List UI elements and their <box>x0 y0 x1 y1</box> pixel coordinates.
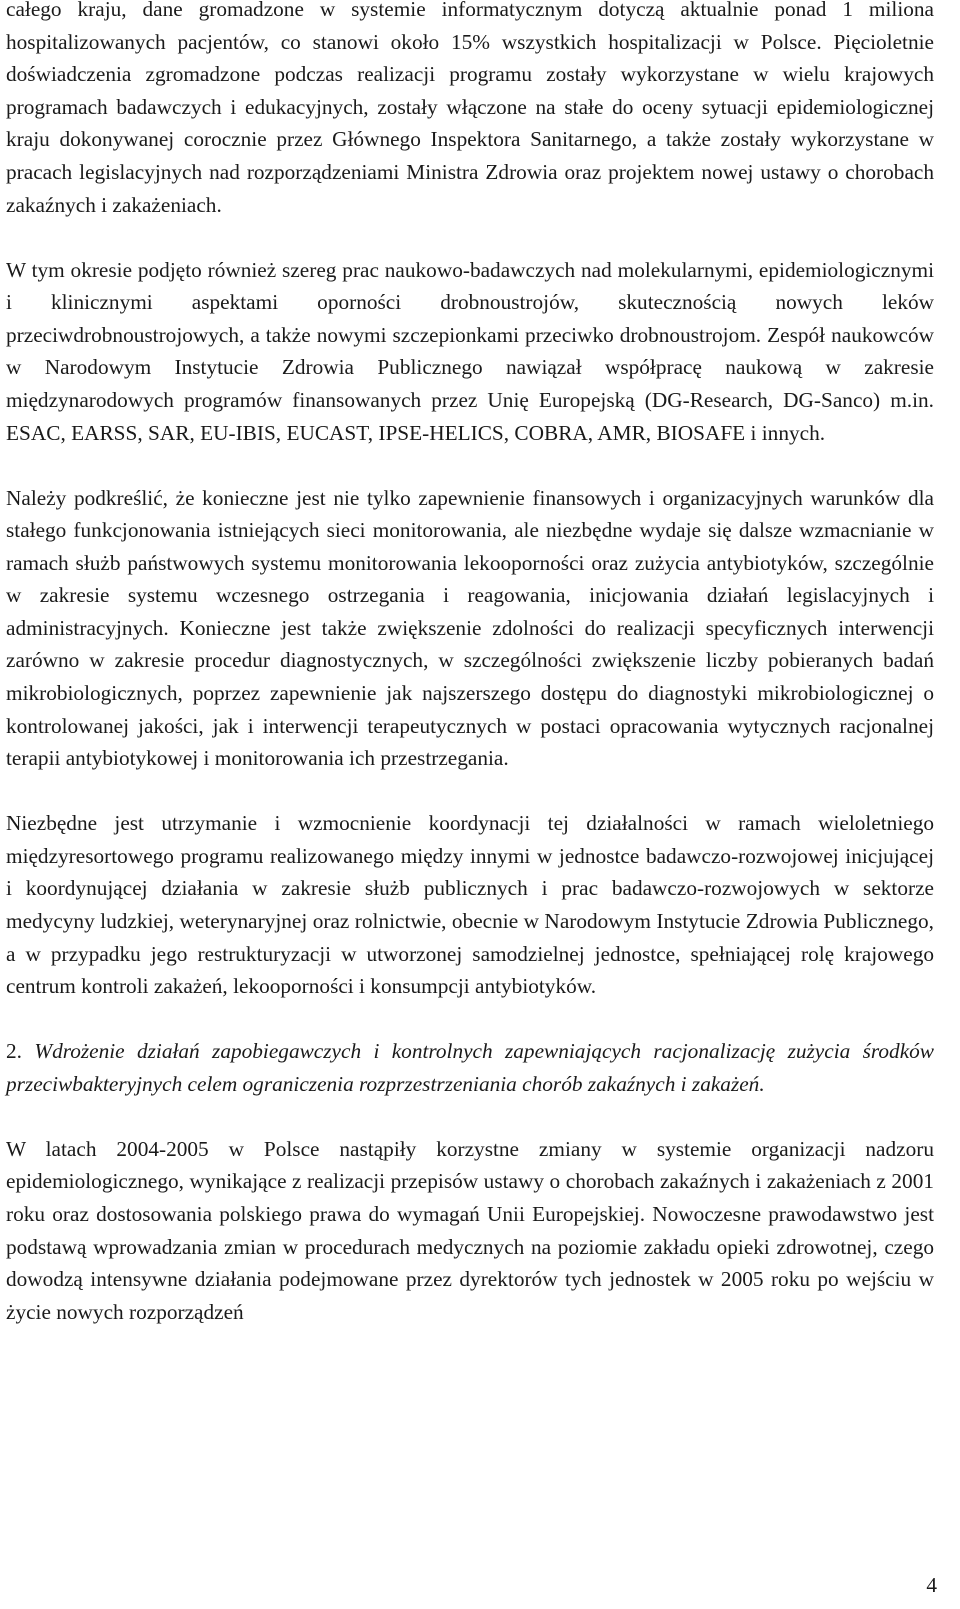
section-heading-text: Wdrożenie działań zapobiegawczych i kontrolnych zapewniających racjonalizację zużycia środków przeciwbakteryjnych celem ograniczenia rozprzestrzeniania chorób zakaźnych i zakażeń. <box>6 1039 935 1096</box>
paragraph-research-work: W tym okresie podjęto również szereg prac naukowo-badawczych nad molekularnymi, epidemiologicznymi i klinicznymi aspektami oporności drobnoustrojów, skutecznością nowych leków przeciwdrobnoustrojowych, a także nowymi szczepionkami przeciwko drobnoustrojom. Zespół naukowców w Narodowym Instytucie Zdrowia Publicznego nawiązał współpracę naukową w zakresie międzynarodowych programów finansowanych przez Unię Europejską (DG-Research, DG-Sanco) m.in. ESAC, EARSS, SAR, EU-IBIS, EUCAST, IPSE-HELICS, COBRA, AMR, BIOSAFE i innych. <box>6 257 934 445</box>
paragraph-monitoring-needs: Należy podkreślić, że konieczne jest nie tylko zapewnienie finansowych i organizacyjnych warunków dla stałego funkcjonowania istniejących sieci monitorowania, ale niezbędne wydaje się dalsze wzmacnianie w ramach służb państwowych systemu monitorowania lekooporności oraz zużycia antybiotyków, szczególnie w zakresie systemu wczesnego ostrzegania i reagowania, inicjowania działań legislacyjnych i administracyjnych. Konieczne jest także zwiększenie zdolności do realizacji specyficznych interwencji zarówno w zakresie procedur diagnostycznych, w szczególności zwiększenie liczby pobieranych badań mikrobiologicznych, poprzez zapewnienie jak najszerszego dostępu do diagnostyki mikrobiologicznej o kontrolowanej jakości, jak i interwencji terapeutycznych w postaci opracowania wytycznych racjonalnej terapii antybiotykowej i monitorowania ich przestrzegania. <box>6 485 934 771</box>
section-heading <box>6 1035 934 1100</box>
document-page <box>6 0 934 1361</box>
page-number: 4 <box>926 1573 937 1597</box>
paragraph-surveillance-data: całego kraju, dane gromadzone w systemie informatycznym dotyczą aktualnie ponad 1 miliona hospitalizowanych pacjentów, co stanowi około 15% wszystkich hospitalizacji w Polsce. Pięcioletnie doświadczenia zgromadzone podczas realizacji programu zostały wykorzystane w wielu krajowych programach badawczych i edukacyjnych, zostały włączone na stałe do oceny sytuacji epidemiologicznej kraju dokonywanej corocznie przez Głównego Inspektora Sanitarnego, a także zostały wykorzystane w pracach legislacyjnych nad rozporządzeniami Ministra Zdrowia oraz projektem nowej ustawy o chorobach zakaźnych i zakażeniach. <box>6 0 934 217</box>
paragraph-coordination: Niezbędne jest utrzymanie i wzmocnienie koordynacji tej działalności w ramach wieloletniego międzyresortowego programu realizowanego między innymi w jednostce badawczo-rozwojowej inicjującej i koordynującej działania w zakresie służb publicznych i prac badawczo-rozwojowych w sektorze medycyny ludzkiej, weterynaryjnej oraz rolnictwie, obecnie w Narodowym Instytucie Zdrowia Publicznego, a w przypadku jego restrukturyzacji w utworzonej samodzielnej jednostce, spełniającej rolę krajowego centrum kontroli zakażeń, lekooporności i konsumpcji antybiotyków. <box>6 811 934 999</box>
paragraph-legislation-changes: W latach 2004-2005 w Polsce nastąpiły korzystne zmiany w systemie organizacji nadzoru epidemiologicznego, wynikające z realizacji przepisów ustawy o chorobach zakaźnych i zakażeniach z 2001 roku oraz dostosowania polskiego prawa do wymagań Unii Europejskiej. Nowoczesne prawodawstwo jest podstawą wprowadzania zmian w procedurach medycznych na poziomie zakładu opieki zdrowotnej, czego dowodzą intensywne działania podejmowane przez dyrektorów tych jednostek w 2005 roku po wejściu w życie nowych rozporządzeń <box>6 1136 934 1324</box>
section-heading-number: 2. <box>6 1039 22 1064</box>
